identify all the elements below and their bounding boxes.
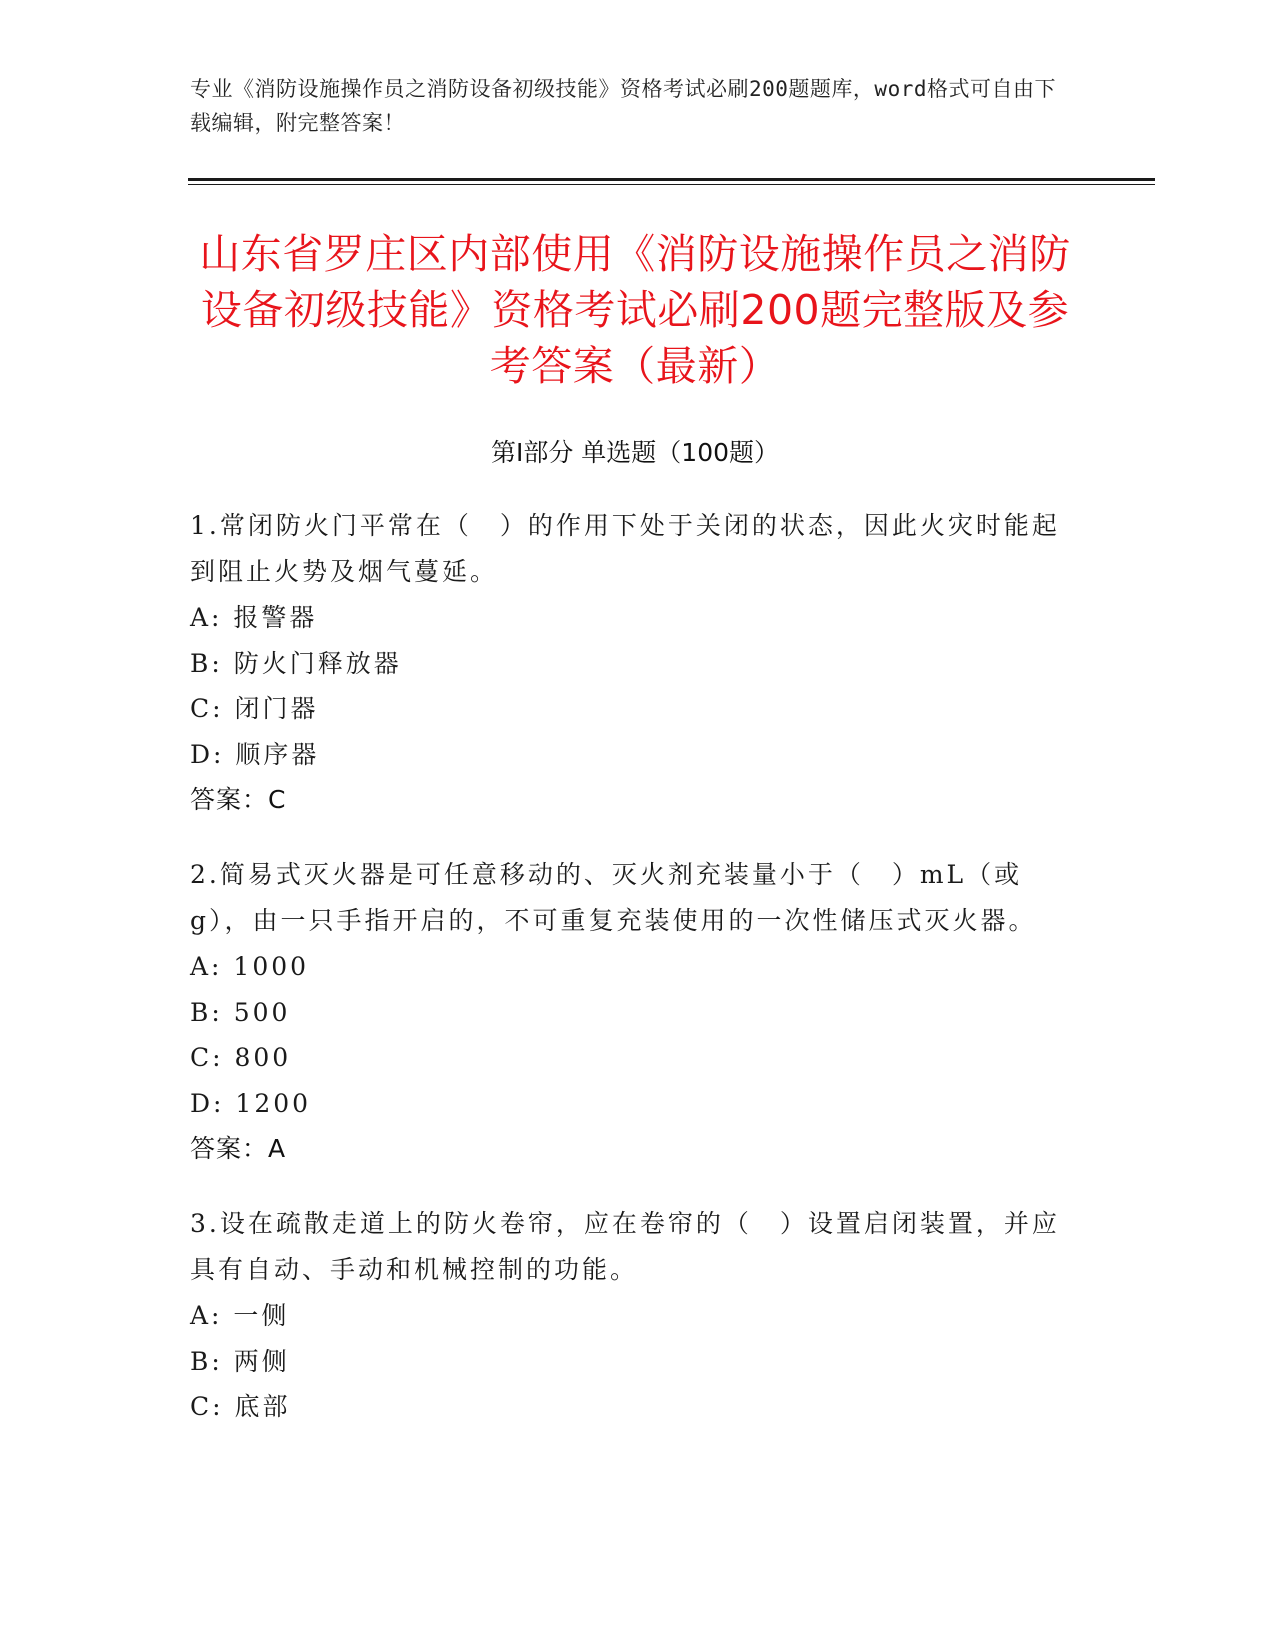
question-2: [190, 852, 1070, 1172]
answer-line: 答案：C: [190, 785, 287, 814]
option-a: A: 一侧: [190, 1301, 290, 1330]
document-title: 山东省罗庄区内部使用《消防设施操作员之消防设备初级技能》资格考试必刷200题完整版及参考答案（最新）: [199, 230, 1071, 390]
question-stem: 1.常闭防火门平常在（ ）的作用下处于关闭的状态，因此火灾时能起到阻止火势及烟气蔓延。: [190, 511, 1060, 586]
section-heading: 第Ⅰ部分 单选题（100题）: [490, 438, 780, 467]
question-3: [190, 1201, 1070, 1430]
header-divider-thin: [188, 184, 1155, 185]
option-a: A: 1000: [190, 952, 310, 981]
option-c: C: 底部: [190, 1392, 291, 1421]
option-a: A: 报警器: [190, 603, 318, 632]
option-b: B: 两侧: [190, 1346, 290, 1376]
option-b: B: 500: [190, 997, 291, 1027]
header-divider-thick: [188, 178, 1155, 181]
option-b: B: 防火门释放器: [190, 648, 402, 678]
option-d: D: 顺序器: [190, 739, 320, 769]
option-d: D: 1200: [190, 1088, 312, 1118]
question-stem: 3.设在疏散走道上的防火卷帘，应在卷帘的（ ）设置启闭装置，并应具有自动、手动和机械控制的功能。: [190, 1209, 1060, 1284]
header-note: 专业《消防设施操作员之消防设备初级技能》资格考试必刷200题题库，word格式可自由下载编辑，附完整答案！: [190, 77, 1056, 135]
option-c: C: 闭门器: [190, 694, 319, 723]
question-1: [190, 503, 1070, 823]
question-stem: 2.简易式灭火器是可任意移动的、灭火剂充装量小于（ ）mL（或g），由一只手指开启的，不可重复充装使用的一次性储压式灭火器。: [190, 860, 1037, 935]
answer-line: 答案：A: [190, 1134, 287, 1163]
option-c: C: 800: [190, 1043, 292, 1072]
